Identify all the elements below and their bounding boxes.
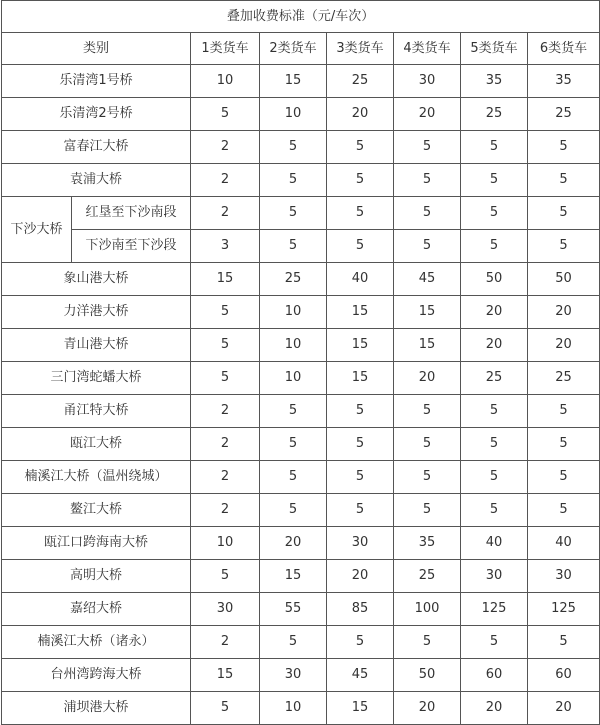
fee-cell-class1: 10 xyxy=(191,527,260,560)
row-label: 瓯江口跨海南大桥 xyxy=(2,527,191,560)
fee-cell-class3: 5 xyxy=(327,395,394,428)
fee-cell-class1: 30 xyxy=(191,593,260,626)
title-row xyxy=(2,1,600,33)
fee-cell-class6: 5 xyxy=(528,461,600,494)
fee-cell-class2: 55 xyxy=(260,593,327,626)
fee-cell-class5: 5 xyxy=(461,626,528,659)
toll-fee-table xyxy=(1,0,600,725)
table-row xyxy=(2,131,600,164)
fee-cell-class4: 5 xyxy=(394,164,461,197)
fee-cell-class2: 15 xyxy=(260,560,327,593)
fee-cell-class1: 2 xyxy=(191,494,260,527)
table-row xyxy=(2,527,600,560)
fee-cell-class2: 10 xyxy=(260,98,327,131)
row-label: 下沙南至下沙段 xyxy=(72,230,191,263)
fee-cell-class3: 30 xyxy=(327,527,394,560)
fee-cell-class2: 5 xyxy=(260,131,327,164)
fee-cell-class4: 20 xyxy=(394,98,461,131)
fee-cell-class6: 35 xyxy=(528,65,600,98)
fee-cell-class5: 5 xyxy=(461,197,528,230)
fee-cell-class1: 2 xyxy=(191,428,260,461)
fee-cell-class4: 20 xyxy=(394,362,461,395)
fee-cell-class5: 5 xyxy=(461,461,528,494)
table-row xyxy=(2,593,600,626)
fee-cell-class5: 25 xyxy=(461,362,528,395)
fee-cell-class3: 15 xyxy=(327,692,394,725)
fee-cell-class6: 40 xyxy=(528,527,600,560)
fee-cell-class3: 5 xyxy=(327,164,394,197)
table-row xyxy=(2,164,600,197)
row-label: 甬江特大桥 xyxy=(2,395,191,428)
fee-cell-class5: 5 xyxy=(461,131,528,164)
row-label: 青山港大桥 xyxy=(2,329,191,362)
fee-cell-class2: 10 xyxy=(260,692,327,725)
row-label: 红垦至下沙南段 xyxy=(72,197,191,230)
table-row xyxy=(2,329,600,362)
fee-cell-class2: 5 xyxy=(260,461,327,494)
fee-cell-class6: 5 xyxy=(528,131,600,164)
fee-cell-class6: 50 xyxy=(528,263,600,296)
fee-cell-class3: 20 xyxy=(327,560,394,593)
fee-cell-class4: 30 xyxy=(394,65,461,98)
fee-cell-class6: 20 xyxy=(528,329,600,362)
fee-cell-class5: 5 xyxy=(461,428,528,461)
fee-cell-class5: 5 xyxy=(461,494,528,527)
fee-cell-class2: 5 xyxy=(260,164,327,197)
fee-cell-class1: 2 xyxy=(191,197,260,230)
row-label: 楠溪江大桥（诸永） xyxy=(2,626,191,659)
fee-cell-class1: 10 xyxy=(191,65,260,98)
fee-cell-class3: 5 xyxy=(327,626,394,659)
fee-cell-class6: 5 xyxy=(528,626,600,659)
table-row xyxy=(2,659,600,692)
header-class6: 6类货车 xyxy=(528,33,600,65)
row-label: 三门湾蛇蟠大桥 xyxy=(2,362,191,395)
fee-cell-class5: 40 xyxy=(461,527,528,560)
fee-cell-class2: 5 xyxy=(260,197,327,230)
fee-cell-class1: 3 xyxy=(191,230,260,263)
fee-cell-class3: 5 xyxy=(327,131,394,164)
table-row xyxy=(2,197,600,230)
fee-cell-class2: 20 xyxy=(260,527,327,560)
fee-cell-class2: 25 xyxy=(260,263,327,296)
fee-cell-class2: 5 xyxy=(260,626,327,659)
fee-cell-class6: 25 xyxy=(528,98,600,131)
row-label: 嘉绍大桥 xyxy=(2,593,191,626)
fee-cell-class5: 5 xyxy=(461,164,528,197)
fee-cell-class6: 30 xyxy=(528,560,600,593)
table-row xyxy=(2,626,600,659)
fee-cell-class2: 10 xyxy=(260,362,327,395)
row-label: 袁浦大桥 xyxy=(2,164,191,197)
header-class5: 5类货车 xyxy=(461,33,528,65)
fee-cell-class5: 125 xyxy=(461,593,528,626)
fee-cell-class1: 2 xyxy=(191,395,260,428)
fee-cell-class2: 10 xyxy=(260,296,327,329)
fee-cell-class6: 25 xyxy=(528,362,600,395)
fee-cell-class1: 5 xyxy=(191,329,260,362)
fee-cell-class1: 15 xyxy=(191,659,260,692)
fee-cell-class4: 45 xyxy=(394,263,461,296)
fee-cell-class4: 15 xyxy=(394,329,461,362)
fee-cell-class3: 5 xyxy=(327,461,394,494)
header-class1: 1类货车 xyxy=(191,33,260,65)
table-row xyxy=(2,428,600,461)
fee-cell-class3: 5 xyxy=(327,197,394,230)
fee-cell-class6: 60 xyxy=(528,659,600,692)
table-row xyxy=(2,395,600,428)
fee-cell-class3: 15 xyxy=(327,329,394,362)
fee-cell-class6: 5 xyxy=(528,164,600,197)
fee-cell-class4: 5 xyxy=(394,428,461,461)
row-label: 象山港大桥 xyxy=(2,263,191,296)
fee-cell-class1: 5 xyxy=(191,98,260,131)
fee-cell-class4: 15 xyxy=(394,296,461,329)
row-label: 楠溪江大桥（温州绕城） xyxy=(2,461,191,494)
fee-cell-class3: 20 xyxy=(327,98,394,131)
row-label: 浦坝港大桥 xyxy=(2,692,191,725)
table-row xyxy=(2,494,600,527)
fee-cell-class4: 5 xyxy=(394,197,461,230)
fee-cell-class4: 5 xyxy=(394,131,461,164)
row-label: 乐清湾1号桥 xyxy=(2,65,191,98)
fee-cell-class5: 35 xyxy=(461,65,528,98)
fee-cell-class1: 2 xyxy=(191,626,260,659)
fee-cell-class6: 5 xyxy=(528,494,600,527)
fee-cell-class4: 25 xyxy=(394,560,461,593)
fee-cell-class6: 20 xyxy=(528,692,600,725)
fee-cell-class5: 25 xyxy=(461,98,528,131)
fee-cell-class3: 5 xyxy=(327,230,394,263)
fee-cell-class2: 5 xyxy=(260,230,327,263)
fee-cell-class1: 2 xyxy=(191,461,260,494)
fee-cell-class3: 25 xyxy=(327,65,394,98)
header-row xyxy=(2,33,600,65)
fee-cell-class2: 5 xyxy=(260,428,327,461)
table-row xyxy=(2,98,600,131)
fee-cell-class6: 5 xyxy=(528,395,600,428)
header-category: 类别 xyxy=(2,33,191,65)
table-row xyxy=(2,263,600,296)
fee-cell-class3: 15 xyxy=(327,362,394,395)
fee-cell-class1: 15 xyxy=(191,263,260,296)
fee-cell-class1: 5 xyxy=(191,692,260,725)
fee-cell-class4: 50 xyxy=(394,659,461,692)
fee-cell-class3: 5 xyxy=(327,428,394,461)
fee-cell-class4: 5 xyxy=(394,494,461,527)
fee-cell-class4: 5 xyxy=(394,395,461,428)
table-row xyxy=(2,461,600,494)
fee-cell-class6: 5 xyxy=(528,428,600,461)
fee-cell-class5: 5 xyxy=(461,395,528,428)
fee-cell-class5: 20 xyxy=(461,329,528,362)
table-title: 叠加收费标准（元/车次） xyxy=(2,1,600,33)
row-label: 乐清湾2号桥 xyxy=(2,98,191,131)
fee-cell-class1: 5 xyxy=(191,362,260,395)
fee-cell-class5: 50 xyxy=(461,263,528,296)
fee-cell-class1: 2 xyxy=(191,131,260,164)
row-label: 力洋港大桥 xyxy=(2,296,191,329)
fee-cell-class5: 20 xyxy=(461,692,528,725)
row-label: 高明大桥 xyxy=(2,560,191,593)
fee-cell-class6: 5 xyxy=(528,197,600,230)
fee-cell-class6: 125 xyxy=(528,593,600,626)
row-label: 台州湾跨海大桥 xyxy=(2,659,191,692)
header-class3: 3类货车 xyxy=(327,33,394,65)
fee-cell-class4: 5 xyxy=(394,230,461,263)
fee-cell-class4: 100 xyxy=(394,593,461,626)
fee-cell-class6: 5 xyxy=(528,230,600,263)
fee-cell-class5: 5 xyxy=(461,230,528,263)
fee-cell-class1: 5 xyxy=(191,296,260,329)
fee-cell-class5: 20 xyxy=(461,296,528,329)
fee-cell-class2: 10 xyxy=(260,329,327,362)
fee-cell-class4: 35 xyxy=(394,527,461,560)
table-row xyxy=(2,230,600,263)
fee-cell-class2: 30 xyxy=(260,659,327,692)
row-label: 鳌江大桥 xyxy=(2,494,191,527)
group-label: 下沙大桥 xyxy=(2,197,72,263)
fee-cell-class2: 5 xyxy=(260,494,327,527)
table-row xyxy=(2,362,600,395)
fee-cell-class1: 2 xyxy=(191,164,260,197)
fee-cell-class4: 20 xyxy=(394,692,461,725)
table-row xyxy=(2,296,600,329)
header-class2: 2类货车 xyxy=(260,33,327,65)
fee-cell-class2: 15 xyxy=(260,65,327,98)
fee-cell-class3: 40 xyxy=(327,263,394,296)
fee-cell-class5: 30 xyxy=(461,560,528,593)
fee-cell-class1: 5 xyxy=(191,560,260,593)
fee-cell-class6: 20 xyxy=(528,296,600,329)
table-row xyxy=(2,560,600,593)
header-class4: 4类货车 xyxy=(394,33,461,65)
fee-cell-class4: 5 xyxy=(394,626,461,659)
fee-cell-class3: 45 xyxy=(327,659,394,692)
row-label: 富春江大桥 xyxy=(2,131,191,164)
table-row xyxy=(2,65,600,98)
fee-cell-class3: 85 xyxy=(327,593,394,626)
row-label: 瓯江大桥 xyxy=(2,428,191,461)
fee-cell-class3: 5 xyxy=(327,494,394,527)
fee-cell-class5: 60 xyxy=(461,659,528,692)
fee-cell-class3: 15 xyxy=(327,296,394,329)
fee-cell-class4: 5 xyxy=(394,461,461,494)
fee-cell-class2: 5 xyxy=(260,395,327,428)
